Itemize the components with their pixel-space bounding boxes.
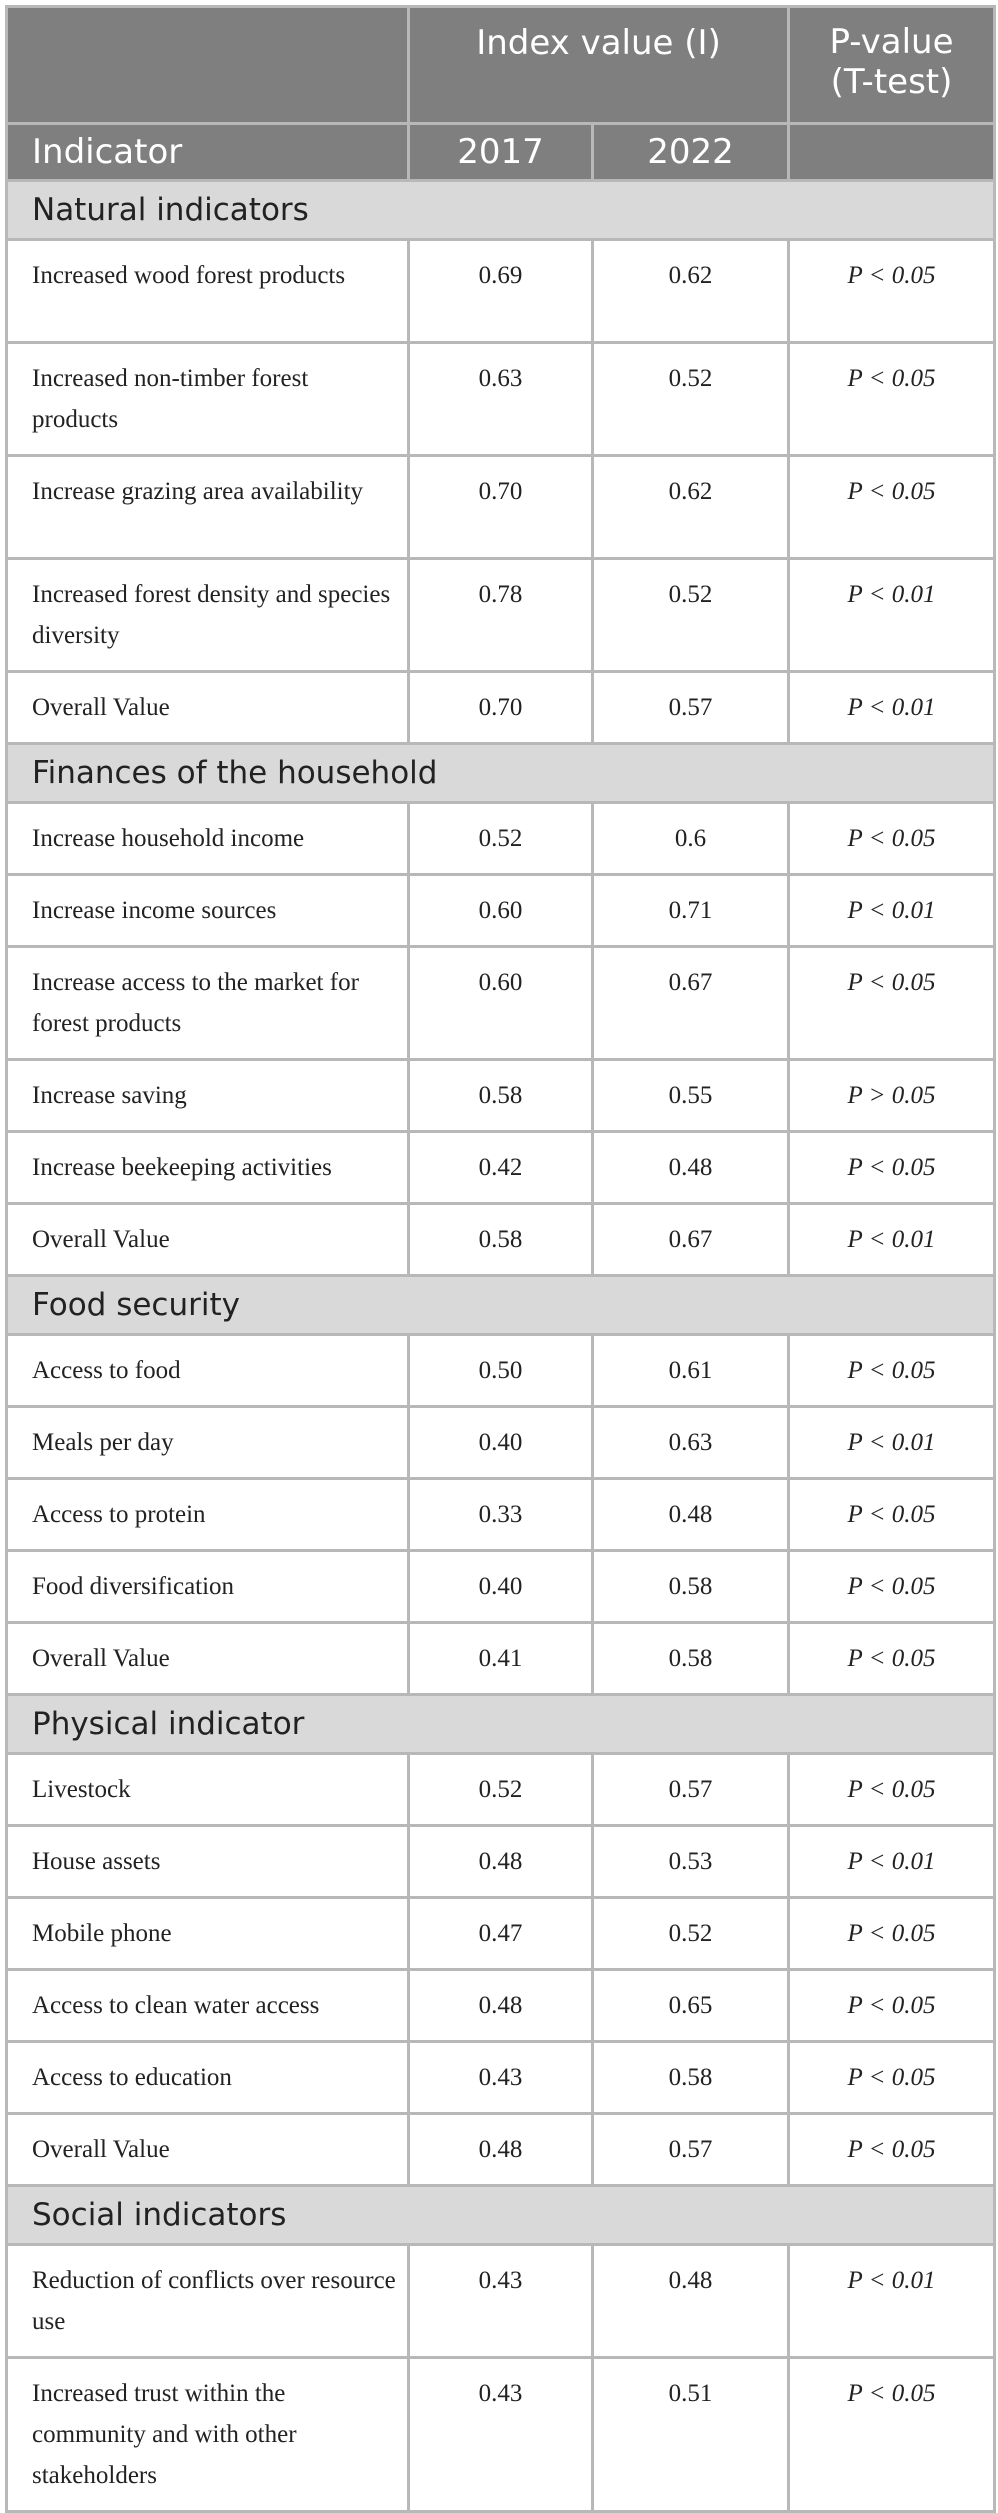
p-value-cell: P < 0.01: [789, 559, 995, 672]
header-year-2022: 2022: [593, 124, 789, 181]
value-2022-cell: 0.61: [593, 1335, 789, 1407]
table-row: [7, 1335, 995, 1407]
indicator-table: [5, 5, 996, 2513]
indicator-cell: Overall Value: [7, 672, 409, 744]
table-row: [7, 803, 995, 875]
table-row: [7, 1060, 995, 1132]
value-2017-cell: 0.69: [409, 240, 593, 343]
indicator-cell: Increased non-timber forest products: [7, 343, 409, 456]
section-title: Food security: [7, 1276, 995, 1335]
p-value-cell: P < 0.05: [789, 947, 995, 1060]
table-row: [7, 456, 995, 559]
p-value-cell: P < 0.05: [789, 1551, 995, 1623]
value-2022-cell: 0.58: [593, 1623, 789, 1695]
indicator-cell: Food diversification: [7, 1551, 409, 1623]
value-2017-cell: 0.33: [409, 1479, 593, 1551]
value-2017-cell: 0.70: [409, 456, 593, 559]
value-2022-cell: 0.57: [593, 672, 789, 744]
header-empty-cell: [789, 124, 995, 181]
p-value-cell: P < 0.01: [789, 1407, 995, 1479]
value-2017-cell: 0.40: [409, 1407, 593, 1479]
value-2022-cell: 0.57: [593, 1754, 789, 1826]
header-empty-cell: [7, 7, 409, 124]
indicator-cell: Increase beekeeping activities: [7, 1132, 409, 1204]
value-2017-cell: 0.52: [409, 1754, 593, 1826]
header-p-value-line2: (T-test): [830, 62, 953, 102]
p-value-cell: P < 0.01: [789, 672, 995, 744]
section-title: Physical indicator: [7, 1695, 995, 1754]
value-2017-cell: 0.43: [409, 2042, 593, 2114]
table-row: [7, 343, 995, 456]
table-row: [7, 1132, 995, 1204]
value-2022-cell: 0.58: [593, 2042, 789, 2114]
value-2022-cell: 0.67: [593, 947, 789, 1060]
indicator-cell: Access to education: [7, 2042, 409, 2114]
indicator-cell: Increased forest density and species diversity: [7, 559, 409, 672]
value-2017-cell: 0.41: [409, 1623, 593, 1695]
table-row: [7, 1970, 995, 2042]
value-2022-cell: 0.52: [593, 343, 789, 456]
indicator-cell: Access to protein: [7, 1479, 409, 1551]
table-row: [7, 1754, 995, 1826]
header-row-bottom: [7, 124, 995, 181]
table-row: [7, 2114, 995, 2186]
value-2022-cell: 0.62: [593, 240, 789, 343]
header-p-value: [789, 7, 995, 124]
p-value-cell: P < 0.05: [789, 803, 995, 875]
indicator-cell: Increase income sources: [7, 875, 409, 947]
indicator-cell: Increased wood forest products: [7, 240, 409, 343]
value-2022-cell: 0.63: [593, 1407, 789, 1479]
value-2017-cell: 0.50: [409, 1335, 593, 1407]
indicator-cell: Overall Value: [7, 2114, 409, 2186]
table-row: [7, 2358, 995, 2512]
indicator-cell: Increased trust within the community and with other stakeholders: [7, 2358, 409, 2512]
table-row: [7, 875, 995, 947]
p-value-cell: P < 0.01: [789, 875, 995, 947]
section-header-row: [7, 1695, 995, 1754]
p-value-cell: P < 0.05: [789, 1132, 995, 1204]
indicator-cell: Reduction of conflicts over resource use: [7, 2245, 409, 2358]
value-2022-cell: 0.57: [593, 2114, 789, 2186]
p-value-cell: P < 0.05: [789, 456, 995, 559]
section-header-row: [7, 1276, 995, 1335]
section-header-row: [7, 2186, 995, 2245]
indicator-cell: Increase saving: [7, 1060, 409, 1132]
table-row: [7, 1204, 995, 1276]
value-2017-cell: 0.60: [409, 947, 593, 1060]
section-title: Social indicators: [7, 2186, 995, 2245]
p-value-cell: P < 0.05: [789, 2358, 995, 2512]
table-row: [7, 1826, 995, 1898]
table-row: [7, 1407, 995, 1479]
indicator-cell: House assets: [7, 1826, 409, 1898]
value-2017-cell: 0.48: [409, 1826, 593, 1898]
value-2017-cell: 0.78: [409, 559, 593, 672]
p-value-cell: P < 0.05: [789, 1335, 995, 1407]
value-2022-cell: 0.52: [593, 1898, 789, 1970]
p-value-cell: P < 0.05: [789, 343, 995, 456]
indicator-cell: Meals per day: [7, 1407, 409, 1479]
table-row: [7, 672, 995, 744]
p-value-cell: P < 0.05: [789, 1970, 995, 2042]
value-2022-cell: 0.51: [593, 2358, 789, 2512]
value-2017-cell: 0.47: [409, 1898, 593, 1970]
value-2022-cell: 0.55: [593, 1060, 789, 1132]
p-value-cell: P < 0.01: [789, 2245, 995, 2358]
value-2017-cell: 0.40: [409, 1551, 593, 1623]
value-2022-cell: 0.65: [593, 1970, 789, 2042]
value-2022-cell: 0.6: [593, 803, 789, 875]
value-2022-cell: 0.53: [593, 1826, 789, 1898]
value-2022-cell: 0.52: [593, 559, 789, 672]
indicator-cell: Overall Value: [7, 1623, 409, 1695]
section-header-row: [7, 181, 995, 240]
header-indicator: Indicator: [7, 124, 409, 181]
table-row: [7, 2245, 995, 2358]
value-2022-cell: 0.48: [593, 1479, 789, 1551]
p-value-cell: P < 0.05: [789, 1623, 995, 1695]
value-2017-cell: 0.48: [409, 1970, 593, 2042]
value-2017-cell: 0.58: [409, 1060, 593, 1132]
header-year-2017: 2017: [409, 124, 593, 181]
p-value-cell: P < 0.05: [789, 1754, 995, 1826]
value-2017-cell: 0.48: [409, 2114, 593, 2186]
value-2022-cell: 0.48: [593, 2245, 789, 2358]
header-row-top: [7, 7, 995, 124]
p-value-cell: P < 0.01: [789, 1204, 995, 1276]
value-2017-cell: 0.63: [409, 343, 593, 456]
indicator-cell: Overall Value: [7, 1204, 409, 1276]
value-2017-cell: 0.43: [409, 2245, 593, 2358]
indicator-cell: Livestock: [7, 1754, 409, 1826]
p-value-cell: P < 0.05: [789, 2114, 995, 2186]
section-title: Finances of the household: [7, 744, 995, 803]
table-row: [7, 1898, 995, 1970]
value-2022-cell: 0.58: [593, 1551, 789, 1623]
value-2022-cell: 0.48: [593, 1132, 789, 1204]
indicator-cell: Increase household income: [7, 803, 409, 875]
indicator-cell: Access to clean water access: [7, 1970, 409, 2042]
header-p-value-line1: P-value: [829, 22, 954, 62]
table-row: [7, 559, 995, 672]
p-value-cell: P > 0.05: [789, 1060, 995, 1132]
value-2017-cell: 0.43: [409, 2358, 593, 2512]
value-2017-cell: 0.58: [409, 1204, 593, 1276]
p-value-cell: P < 0.05: [789, 1898, 995, 1970]
p-value-cell: P < 0.05: [789, 240, 995, 343]
value-2022-cell: 0.71: [593, 875, 789, 947]
value-2017-cell: 0.60: [409, 875, 593, 947]
table-row: [7, 1479, 995, 1551]
table-row: [7, 2042, 995, 2114]
header-index-value: Index value (I): [409, 7, 789, 124]
indicator-cell: Increase grazing area availability: [7, 456, 409, 559]
table-row: [7, 240, 995, 343]
value-2017-cell: 0.52: [409, 803, 593, 875]
p-value-cell: P < 0.05: [789, 2042, 995, 2114]
indicator-cell: Mobile phone: [7, 1898, 409, 1970]
table-row: [7, 947, 995, 1060]
table-row: [7, 1551, 995, 1623]
p-value-cell: P < 0.01: [789, 1826, 995, 1898]
value-2022-cell: 0.62: [593, 456, 789, 559]
indicator-cell: Access to food: [7, 1335, 409, 1407]
value-2017-cell: 0.70: [409, 672, 593, 744]
section-header-row: [7, 744, 995, 803]
value-2022-cell: 0.67: [593, 1204, 789, 1276]
value-2017-cell: 0.42: [409, 1132, 593, 1204]
table-body: [7, 181, 995, 2512]
table-row: [7, 1623, 995, 1695]
indicator-cell: Increase access to the market for forest products: [7, 947, 409, 1060]
section-title: Natural indicators: [7, 181, 995, 240]
p-value-cell: P < 0.05: [789, 1479, 995, 1551]
